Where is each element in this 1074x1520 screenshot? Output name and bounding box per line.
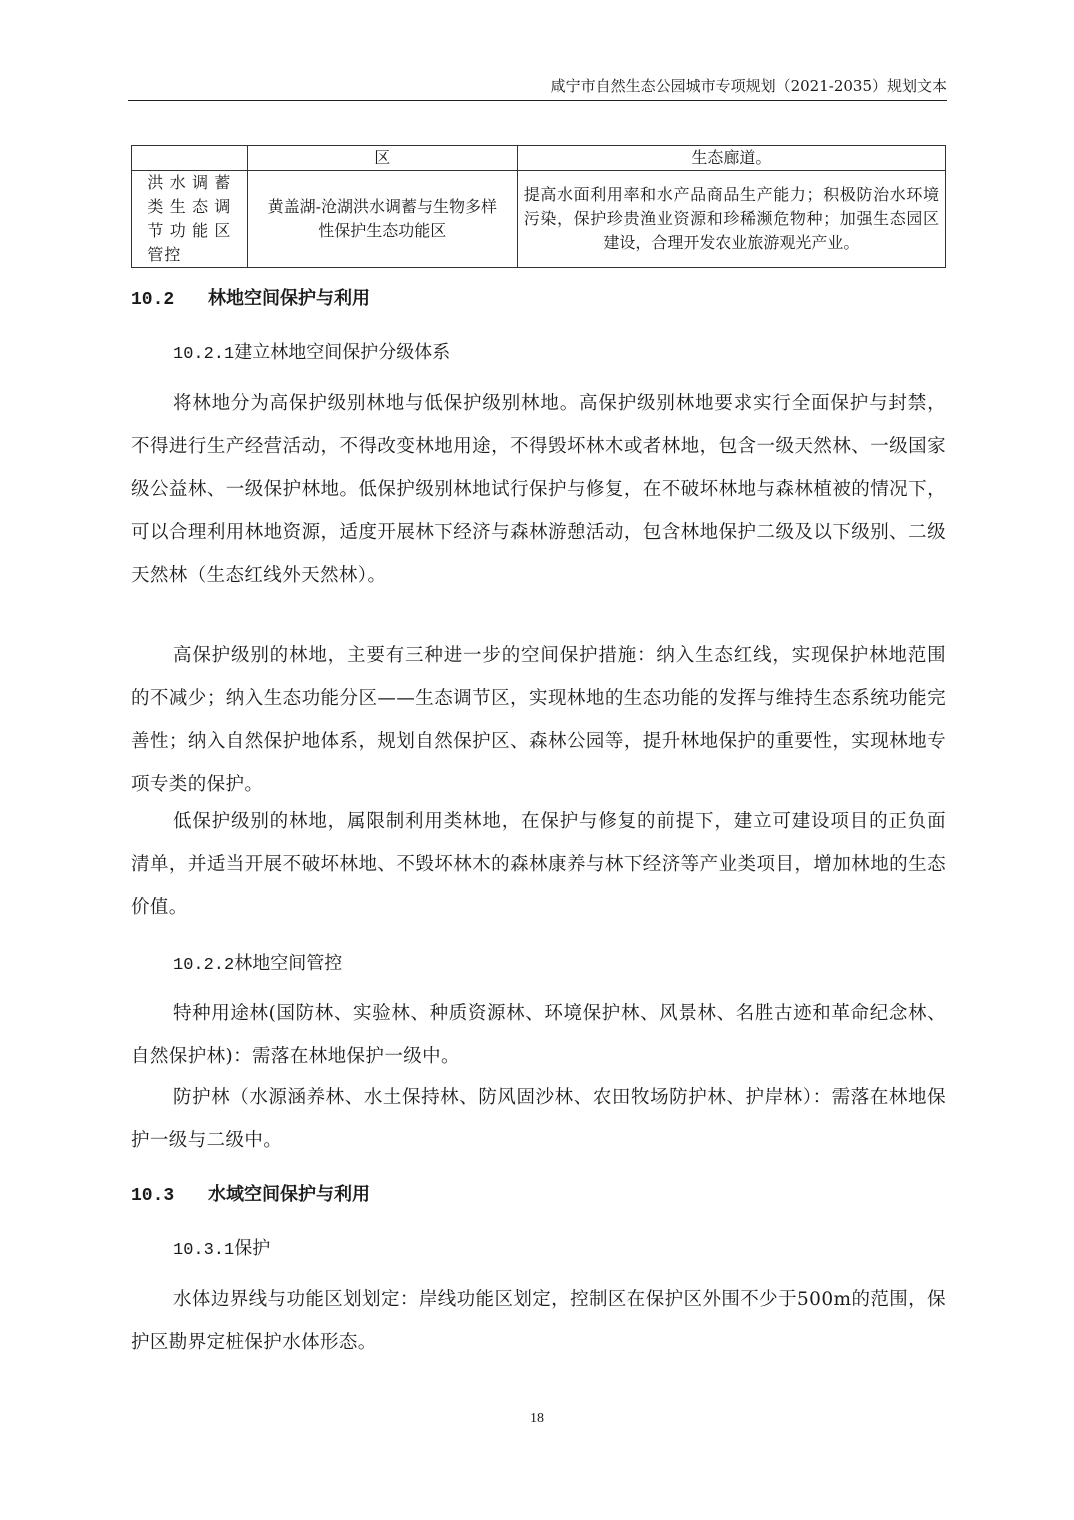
page-number: 18 [530,1411,544,1426]
section-number: 10.2 [131,290,175,310]
section-number: 10.3 [131,1186,175,1206]
section-title: 林地空间保护与利用 [208,288,370,309]
header-rule [128,100,947,101]
subsection-number: 10.2.1 [173,345,235,364]
running-header: 咸宁市自然生态公园城市专项规划（2021-2035）规划文本 [550,77,947,95]
section-heading-10-2 [131,284,946,310]
subsection-number: 10.3.1 [173,1241,235,1260]
subsection-title: 建立林地空间保护分级体系 [234,342,451,363]
table-cell-zone [247,171,517,268]
paragraph-water-boundary: 水体边界线与功能区划划定：岸线功能区划定，控制区在保护区外围不少于500m的范围，保护区勘界定桩保护水体形态。 [131,1289,946,1353]
zone-text: 黄盖湖-沧湖洪水调蓄与生物多样性保护生态功能区 [267,197,497,240]
paragraph-special-purpose-forest: 特种用途林(国防林、实验林、种质资源林、环境保护林、风景林、名胜古迹和革命纪念林、自然保护林)：需落在林地保护一级中。 [131,1003,946,1067]
subsection-heading-10-2-2 [131,949,988,975]
subsection-title: 保护 [234,1238,271,1259]
table-cell-zone: 区 [247,146,517,171]
table-cell-measures [517,171,945,268]
paragraph-low-protection: 低保护级别的林地，属限制利用类林地，在保护与修复的前提下，建立可建设项目的正负面清单，并适当开展不破坏林地、不毁坏林木的森林康养与林下经济等产业类项目，增加林地的生态价值。 [131,811,946,918]
category-text: 洪水调蓄类生态调节功能区管控 [147,173,232,264]
subsection-number: 10.2.2 [173,956,235,975]
paragraph-protection-forest: 防护林（水源涵养林、水土保持林、防风固沙林、农田牧场防护林、护岸林）：需落在林地保护一级与二级中。 [131,1087,946,1151]
table-cell-category [132,146,248,171]
table-cell-category [132,171,248,268]
table-cell-measures: 生态廊道。 [517,146,945,171]
section-title: 水域空间保护与利用 [208,1184,370,1205]
table-row [132,146,946,171]
paragraph-forest-levels: 将林地分为高保护级别林地与低保护级别林地。高保护级别林地要求实行全面保护与封禁，不得进行生产经营活动，不得改变林地用途，不得毁坏林木或者林地，包含一级天然林、一级国家级公益林、一级保护林地。低保护级别林地试行保护与修复，在不破坏林地与森林植被的情况下，可以合理利用林地资源，适度开展林下经济与森林游憩活动，包含林地保护二级及以下级别、二级天然林（生态红线外天然林）。 [131,393,946,586]
subsection-title: 林地空间管控 [234,953,343,974]
subsection-heading-10-3-1 [131,1234,988,1260]
measures-text: 提高水面利用率和水产品商品生产能力；积极防治水环境污染，保护珍贵渔业资源和珍稀濒危物种；加强生态园区建设，合理开发农业旅游观光产业。 [523,185,939,252]
section-heading-10-3 [131,1180,946,1206]
subsection-heading-10-2-1 [131,338,988,364]
eco-zone-table [131,145,946,268]
paragraph-high-protection: 高保护级别的林地，主要有三种进一步的空间保护措施：纳入生态红线，实现保护林地范围的不减少；纳入生态功能分区——生态调节区，实现林地的生态功能的发挥与维持生态系统功能完善性；纳入自然保护地体系，规划自然保护区、森林公园等，提升林地保护的重要性，实现林地专项专类的保护。 [131,645,946,795]
table-row [132,171,946,268]
